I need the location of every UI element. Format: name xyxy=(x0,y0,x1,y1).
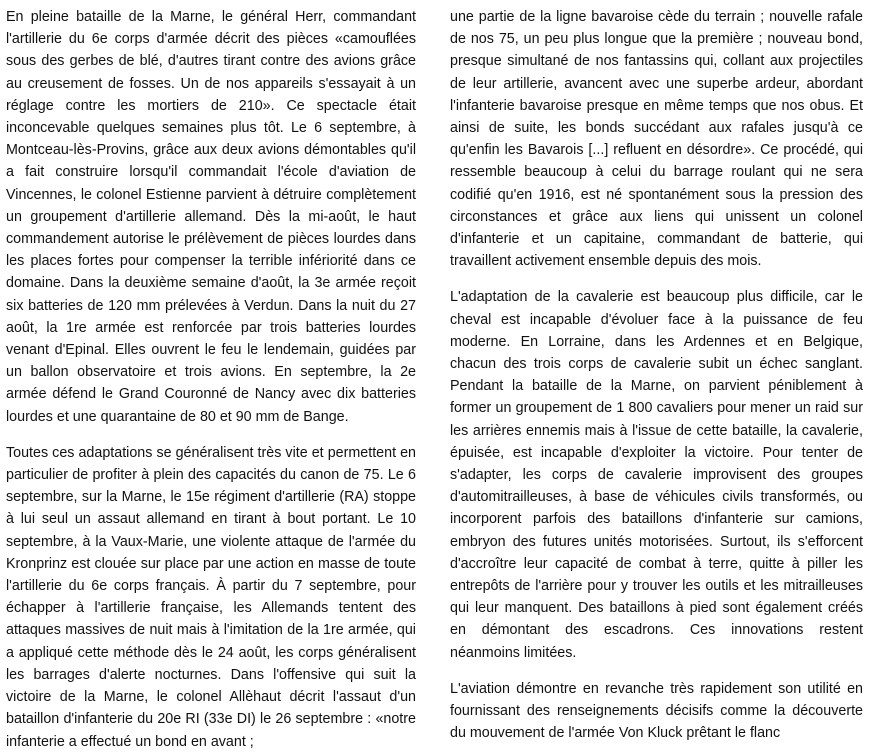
paragraph-cavalry: L'adaptation de la cavalerie est beaucoup plus difficile, car le cheval est incapable d'évoluer face à la puissance de feu moderne. En Lorraine, dans les Ardennes et en Belgique, chacun des trois corps de cavalerie subit un échec sanglant. Pendant la bataille de la Marne, on parvient péniblement à former un groupement de 1 800 cavaliers pour mener un raid sur les arrières ennemis mais à l'issue de cette bataille, la cavalerie, épuisée, est incapable d'exploiter la victoire. Pour tenter de s'adapter, les corps de cavalerie improvisent des groupes d'automitrailleuses, à base de véhicules civils transformés, ou incorporent parfois des bataillons d'infanterie sur camions, embryon des futures unités motorisées. Surtout, ils s'efforcent d'accroître leur capacité de combat à terre, quitte à piller les entrepôts de l'arrière pour y trouver les outils et les mitrailleuses qui leur manquent. Des bataillons à pied sont également créés en démontant des escadrons. Ces innovations restent néanmoins limitées. xyxy=(450,289,863,661)
right-column xyxy=(450,6,863,745)
paragraph-aviation: L'aviation démontre en revanche très rapidement son utilité en fournissant des renseignements décisifs comme la découverte du mouvement de l'armée Von Kluck prêtant le flanc xyxy=(450,680,863,742)
paragraph-canon-75: Toutes ces adaptations se généralisent très vite et permettent en particulier de profiter à plein des capacités du canon de 75. Le 6 septembre, sur la Marne, le 15e régiment d'artillerie (RA) stoppe à lui seul un assaut allemand en tirant à bout portant. Le 10 septembre, à la Vaux-Marie, une violente attaque de l'armée du Kronprinz est clouée sur place par une action en masse de toute l'artillerie du 6e corps français. À partir du 7 septembre, pour échapper à l'artillerie française, les Allemands tentent des attaques massives de nuit mais à l'imitation de la 1re armée, qui a appliqué cette méthode dès le 24 août, les corps généralisent les barrages d'alerte nocturnes. Dans l'offensive qui suit la victoire de la Marne, le colonel Allèhaut décrit l'assaut d'un bataillon d'infanterie du 20e RI (33e DI) le 26 septembre : «notre infanterie a effectué un bond en avant ; xyxy=(6,444,416,750)
paragraph-artillery-adaptation: En pleine bataille de la Marne, le général Herr, commandant l'artillerie du 6e corps d'armée décrit des pièces «camouflées sous des gerbes de blé, d'autres tirant contre des avions grâce au creusement de fosses. Un de nos appareils s'essayait à un réglage contre les mortiers de 210». Ce spectacle était inconcevable quelques semaines plus tôt. Le 6 septembre, à Montceau-lès-Provins, grâce aux deux avions démontables qu'il a fait construire lorsqu'il commandait l'école d'aviation de Vincennes, le colonel Estienne parvient à détruire complètement un groupement d'artillerie allemand. Dès la mi-août, le haut commandement autorise le prélèvement de pièces lourdes dans les places fortes pour compenser la terrible infériorité dans ce domaine. Dans la deuxième semaine d'août, la 3e armée reçoit six batteries de 120 mm prélevées à Verdun. Dans la nuit du 27 août, la 1re armée est renforcée par trois batteries lourdes venant d'Epinal. Elles ouvrent le feu le lendemain, guidées par un ballon observatoire et trois avions. En septembre, la 2e armée défend le Grand Couronné de Nancy avec dix batteries lourdes et une quarantaine de 80 et 90 mm de Bange. xyxy=(6,9,416,425)
left-column xyxy=(6,6,416,753)
paragraph-bavarian-line: une partie de la ligne bavaroise cède du terrain ; nouvelle rafale de nos 75, un peu plus longue que la première ; nouveau bond, presque simultané de nos fantassins qui, collant aux projectiles de leur artillerie, avancent avec une superbe ardeur, abordant l'infanterie bavaroise presque en même temps que nos obus. Et ainsi de suite, les bonds succédant aux rafales jusqu'à ce qu'enfin les Bavarois [...] refluent en désordre». Ce procédé, qui ressemble beaucoup à celui du barrage roulant qui ne sera codifié qu'en 1916, est né spontanément sous la pression des circonstances et grâce aux liens qui unissent un colonel d'infanterie et un capitaine, commandant de batterie, qui travaillent activement ensemble depuis des mois. xyxy=(450,9,863,270)
